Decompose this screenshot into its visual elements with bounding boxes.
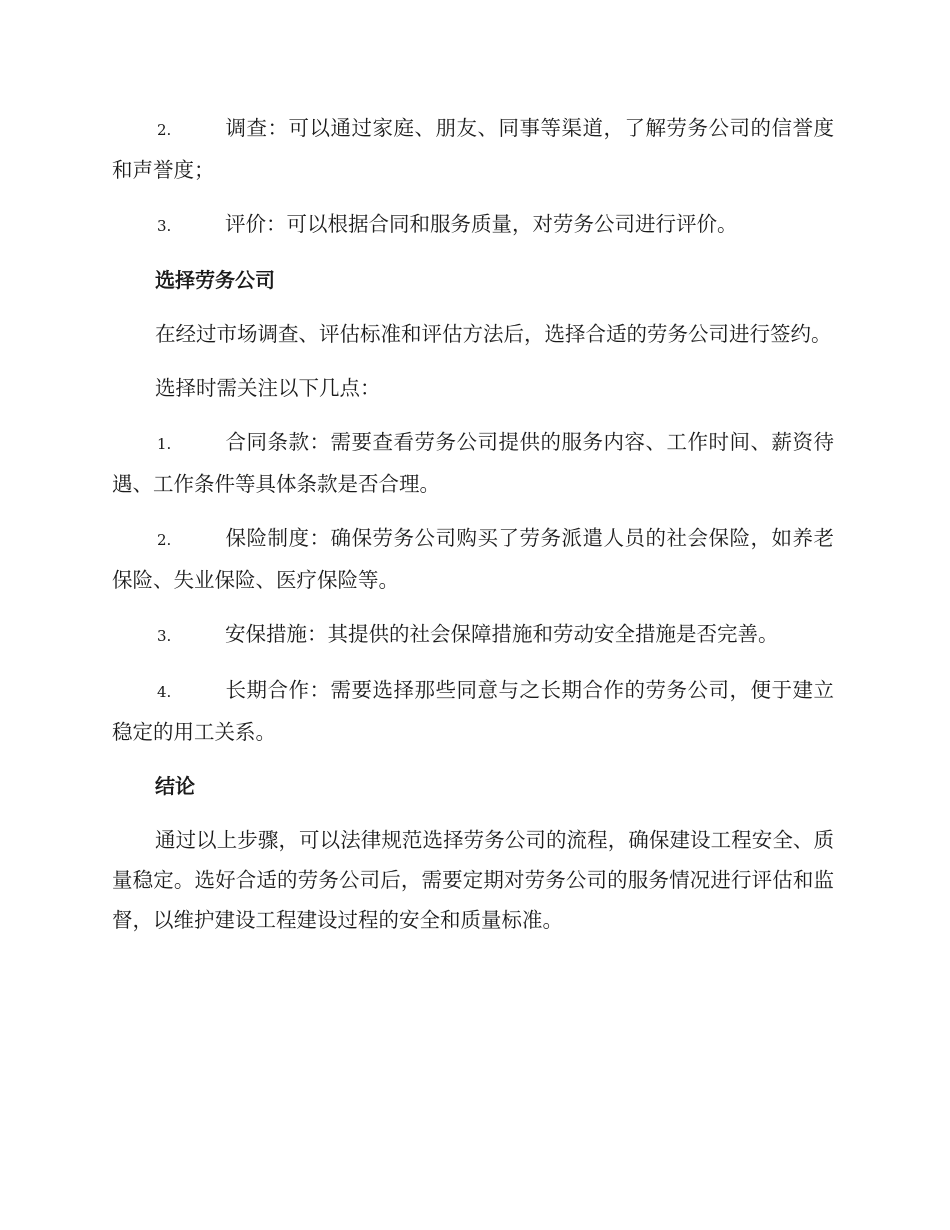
list-number: 2. — [157, 121, 172, 139]
list-item-text: 保险制度：确保劳务公司购买了劳务派遣人员的社会保险，如养老保险、失业保险、医疗保险等。 — [112, 526, 834, 592]
paragraph-select-points: 选择时需关注以下几点： — [155, 376, 381, 400]
list-item-cooperation — [112, 670, 834, 752]
list-item-text: 长期合作：需要选择那些同意与之长期合作的劳务公司，便于建立稳定的用工关系。 — [112, 678, 834, 744]
list-number: 3. — [157, 627, 172, 645]
list-number: 1. — [157, 435, 172, 453]
list-item-evaluate — [112, 204, 834, 246]
list-item-security — [112, 614, 834, 656]
list-item-investigate — [112, 108, 834, 190]
list-item-contract — [112, 422, 834, 504]
list-number: 4. — [157, 683, 172, 701]
document-body — [112, 108, 834, 954]
list-item-insurance — [112, 518, 834, 600]
paragraph-select-intro: 在经过市场调查、评估标准和评估方法后，选择合适的劳务公司进行签约。 — [155, 322, 832, 346]
list-number: 2. — [157, 531, 172, 549]
section-heading-select: 选择劳务公司 — [155, 268, 275, 292]
list-item-text: 调查：可以通过家庭、朋友、同事等渠道，了解劳务公司的信誉度和声誉度； — [112, 116, 834, 182]
list-item-text: 安保措施：其提供的社会保障措施和劳动安全措施是否完善。 — [225, 622, 779, 646]
list-item-text: 评价：可以根据合同和服务质量，对劳务公司进行评价。 — [225, 212, 738, 236]
list-number: 3. — [157, 217, 172, 235]
paragraph-conclusion: 通过以上步骤，可以法律规范选择劳务公司的流程，确保建设工程安全、质量稳定。选好合适的劳务公司后，需要定期对劳务公司的服务情况进行评估和监督，以维护建设工程建设过程的安全和质量标准。 — [112, 828, 834, 932]
section-heading-conclusion: 结论 — [155, 774, 195, 798]
list-item-text: 合同条款：需要查看劳务公司提供的服务内容、工作时间、薪资待遇、工作条件等具体条款是否合理。 — [112, 430, 834, 496]
